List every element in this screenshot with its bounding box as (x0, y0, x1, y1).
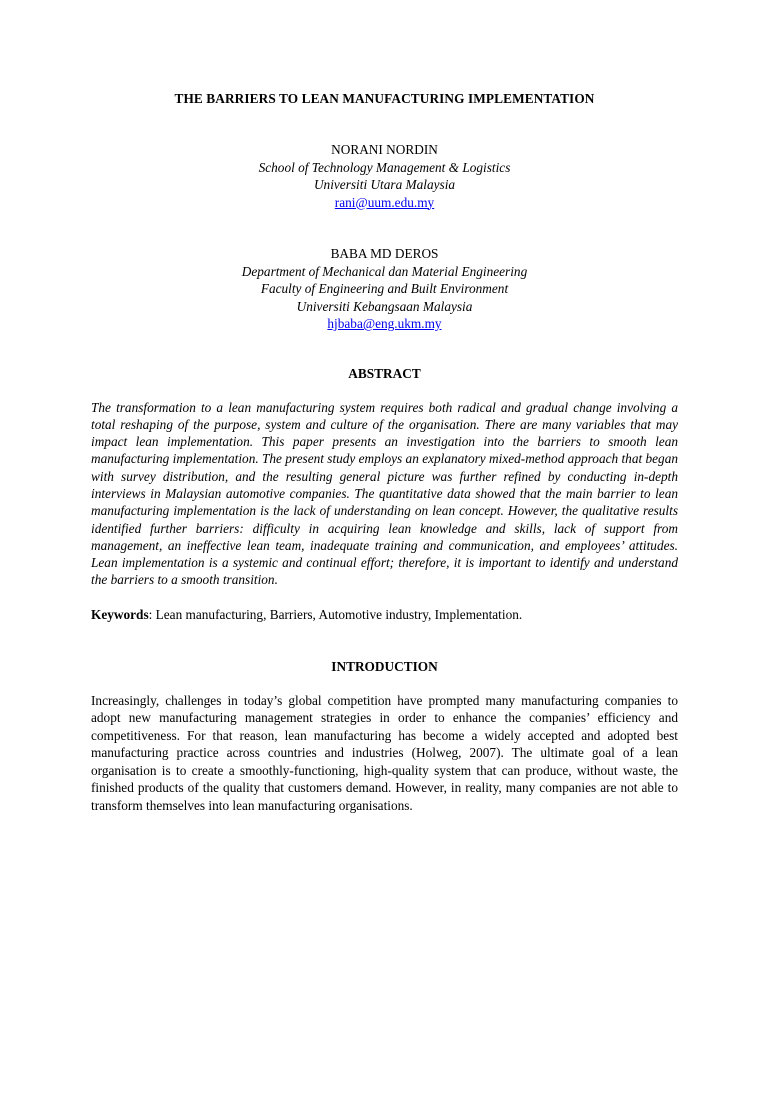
author-1-affiliation-1: School of Technology Management & Logistics (258, 159, 511, 175)
author-2-affiliation-1: Department of Mechanical dan Material Engineering (241, 263, 528, 279)
author-1-email-link[interactable]: rani@uum.edu.my (334, 194, 435, 210)
paper-title: THE BARRIERS TO LEAN MANUFACTURING IMPLEMENTATION (174, 91, 595, 106)
introduction-heading: INTRODUCTION (331, 658, 438, 674)
author-name-2: BABA MD DEROS (330, 246, 439, 261)
author-name-1: NORANI NORDIN (331, 142, 438, 157)
introduction-text: Increasingly, challenges in today’s global competition have prompted many manufacturing companies to adopt new manufacturing management strategies in order to enhance the companies’ efficiency and competitiveness. For that reason, lean manufacturing has become a widely accepted and adopted best manufacturing practice across countries and industries (Holweg, 2007). The ultimate goal of a lean organisation is to create a smoothly-functioning, high-quality system that can produce, without waste, the finished products of the quality that customers demand. However, in reality, many companies are not able to transform themselves into lean manufacturing organisations. (91, 692, 678, 813)
author-block-1 (91, 141, 678, 211)
author-2-email-link[interactable]: hjbaba@eng.ukm.my (327, 316, 442, 331)
author-1-affiliation-2: Universiti Utara Malaysia (313, 177, 456, 192)
abstract-heading: ABSTRACT (348, 365, 421, 381)
keywords-text: : Lean manufacturing, Barriers, Automotive industry, Implementation. (148, 606, 523, 622)
author-2-affiliation-3: Universiti Kebangsaan Malaysia (296, 298, 473, 314)
author-block-2 (91, 245, 678, 333)
keywords-label: Keywords (91, 606, 149, 622)
document-page (0, 90, 768, 1114)
keywords-line (91, 606, 678, 623)
abstract-text: The transformation to a lean manufacturing system requires both radical and gradual change involving a total reshaping of the purpose, system and culture of the organisation. There are many variables that may impact lean implementation. This paper presents an investigation into the barriers to smooth lean manufacturing implementation. The present study employs an explanatory mixed-method approach that began with survey distribution, and the resulting general picture was further refined by conducting in-depth interviews in Malaysian automotive companies. The quantitative data showed that the main barrier to lean manufacturing implementation is the lack of understanding on lean concept. However, the qualitative results identified further barriers: difficulty in acquiring lean knowledge and skills, lack of support from management, an ineffective lean team, inadequate training and communication, and employees’ attitudes. Lean implementation is a systemic and continual effort; therefore, it is important to identify and understand the barriers to a smooth transition. (91, 399, 678, 588)
author-2-affiliation-2: Faculty of Engineering and Built Environment (260, 281, 509, 296)
